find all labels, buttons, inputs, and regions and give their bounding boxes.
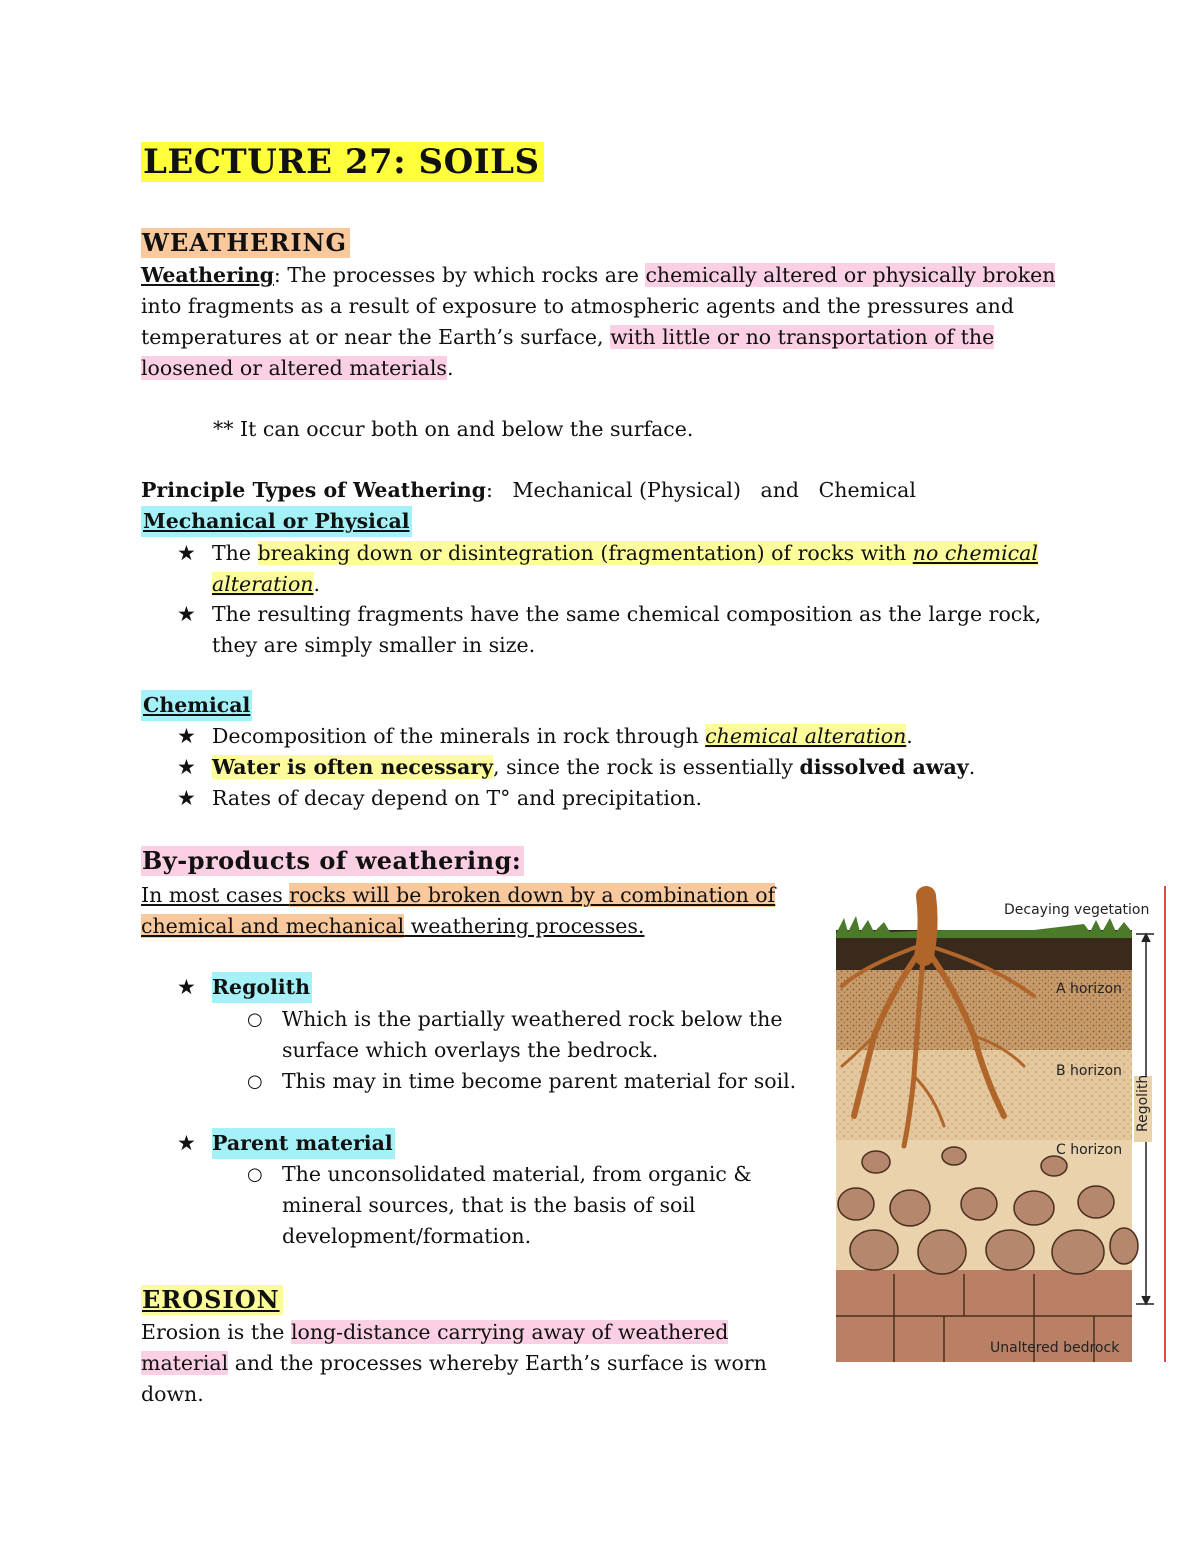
bullet-text: they are simply smaller in size. xyxy=(212,633,536,657)
bullet-text: Decomposition of the minerals in rock through xyxy=(212,724,706,748)
star-icon: ★ xyxy=(177,602,196,626)
sub-text: surface which overlays the bedrock. xyxy=(282,1038,659,1062)
chemical-bullet-3: Rates of decay depend on T° and precipitation. xyxy=(212,786,703,810)
bullet-text: . xyxy=(313,572,321,596)
erosion-heading: EROSION xyxy=(141,1285,283,1315)
mechanical-bullet-1 xyxy=(212,538,1038,600)
bullet-highlight-text: breaking down or disintegration (fragmentation) of rocks with xyxy=(257,541,913,565)
star-icon: ★ xyxy=(177,1131,196,1155)
circle-bullet-icon: ○ xyxy=(247,1009,263,1030)
intro-highlight: chemical and mechanical xyxy=(141,914,405,938)
grass xyxy=(836,916,1132,938)
bullet-text: The xyxy=(212,541,258,565)
weathering-definition xyxy=(141,260,1061,384)
chemical-bullet-1 xyxy=(212,721,913,752)
sub-text: development/formation. xyxy=(282,1224,532,1248)
parent-material-sub-1 xyxy=(282,1159,752,1252)
types-line xyxy=(141,475,916,506)
parent-material-label: Parent material xyxy=(212,1128,395,1159)
mechanical-heading: Mechanical or Physical xyxy=(141,506,412,537)
intro-text: weathering processes. xyxy=(404,914,645,938)
intro-text: In most cases xyxy=(141,883,290,907)
bullet-highlight xyxy=(258,541,1038,565)
erosion-highlight: material xyxy=(141,1351,229,1375)
def-text: : The processes by which rocks are xyxy=(273,263,646,287)
sub-text: mineral sources, that is the basis of soil xyxy=(282,1193,696,1217)
circle-bullet-icon: ○ xyxy=(247,1071,263,1092)
bullet-text: . xyxy=(906,724,913,748)
weathering-note: ** It can occur both on and below the surface. xyxy=(213,417,694,441)
byproducts-intro xyxy=(141,880,775,942)
byproducts-heading: By-products of weathering: xyxy=(141,846,524,876)
star-icon: ★ xyxy=(177,724,196,748)
intro-highlight: rocks will be broken down by a combination of xyxy=(289,883,776,907)
bullet-text: , since the rock is essentially xyxy=(493,755,800,779)
circle-bullet-icon: ○ xyxy=(247,1164,263,1185)
b-horizon-label: B horizon xyxy=(1056,1063,1122,1079)
def-highlight: chemically altered or physically broken xyxy=(645,263,1056,287)
erosion-highlight: long-distance carrying away of weathered xyxy=(290,1320,729,1344)
regolith-sub-1 xyxy=(282,1004,782,1066)
types-colon: : xyxy=(486,478,493,502)
c-horizon-label: C horizon xyxy=(1056,1142,1123,1158)
sub-text: The unconsolidated material, from organic & xyxy=(282,1162,752,1186)
def-highlight: with little or no transportation of the xyxy=(610,325,995,349)
bullet-highlight: Water is often necessary xyxy=(212,755,494,779)
star-icon: ★ xyxy=(177,541,196,565)
def-text: into fragments as a result of exposure to atmospheric agents and the pressures and xyxy=(141,294,1014,318)
star-icon: ★ xyxy=(177,975,196,999)
chemical-bullet-2 xyxy=(212,752,975,783)
bullet-emphasis: alteration xyxy=(212,572,314,596)
def-text: . xyxy=(446,356,454,380)
bullet-highlight: chemical alteration xyxy=(705,724,907,748)
regolith-label: Regolith xyxy=(1135,1074,1151,1132)
regolith-sub-2: This may in time become parent material for soil. xyxy=(282,1069,797,1093)
erosion-plain: and the processes whereby Earth’s surface is worn xyxy=(228,1351,767,1375)
types-label: Principle Types of Weathering xyxy=(141,478,486,502)
sub-text: Which is the partially weathered rock below the xyxy=(282,1007,783,1031)
regolith-label: Regolith xyxy=(212,972,312,1003)
chemical-heading: Chemical xyxy=(141,690,252,721)
erosion-text xyxy=(141,1317,767,1410)
weathering-heading: WEATHERING xyxy=(141,228,350,258)
bullet-bold: dissolved away xyxy=(799,755,969,779)
def-highlight: loosened or altered materials xyxy=(141,356,447,380)
a-horizon-label: A horizon xyxy=(1056,981,1122,997)
erosion-plain: Erosion is the xyxy=(141,1320,291,1344)
bullet-text: The resulting fragments have the same chemical composition as the large rock, xyxy=(212,602,1042,626)
star-icon: ★ xyxy=(177,786,196,810)
mechanical-bullet-2 xyxy=(212,599,1041,661)
erosion-plain: down. xyxy=(141,1382,204,1406)
star-icon: ★ xyxy=(177,755,196,779)
bullet-emphasis: no chemical xyxy=(912,541,1038,565)
bedrock-label: Unaltered bedrock xyxy=(990,1340,1120,1356)
weathering-term: Weathering xyxy=(141,263,274,287)
soil-profile-figure xyxy=(834,886,1154,1366)
def-text: temperatures at or near the Earth’s surface, xyxy=(141,325,611,349)
bullet-text: . xyxy=(968,755,976,779)
decaying-vegetation-label: Decaying vegetation xyxy=(1004,902,1150,918)
page-title: LECTURE 27: SOILS xyxy=(141,142,544,182)
margin-line xyxy=(1164,886,1166,1362)
types-values: Mechanical (Physical) and Chemical xyxy=(512,478,916,502)
